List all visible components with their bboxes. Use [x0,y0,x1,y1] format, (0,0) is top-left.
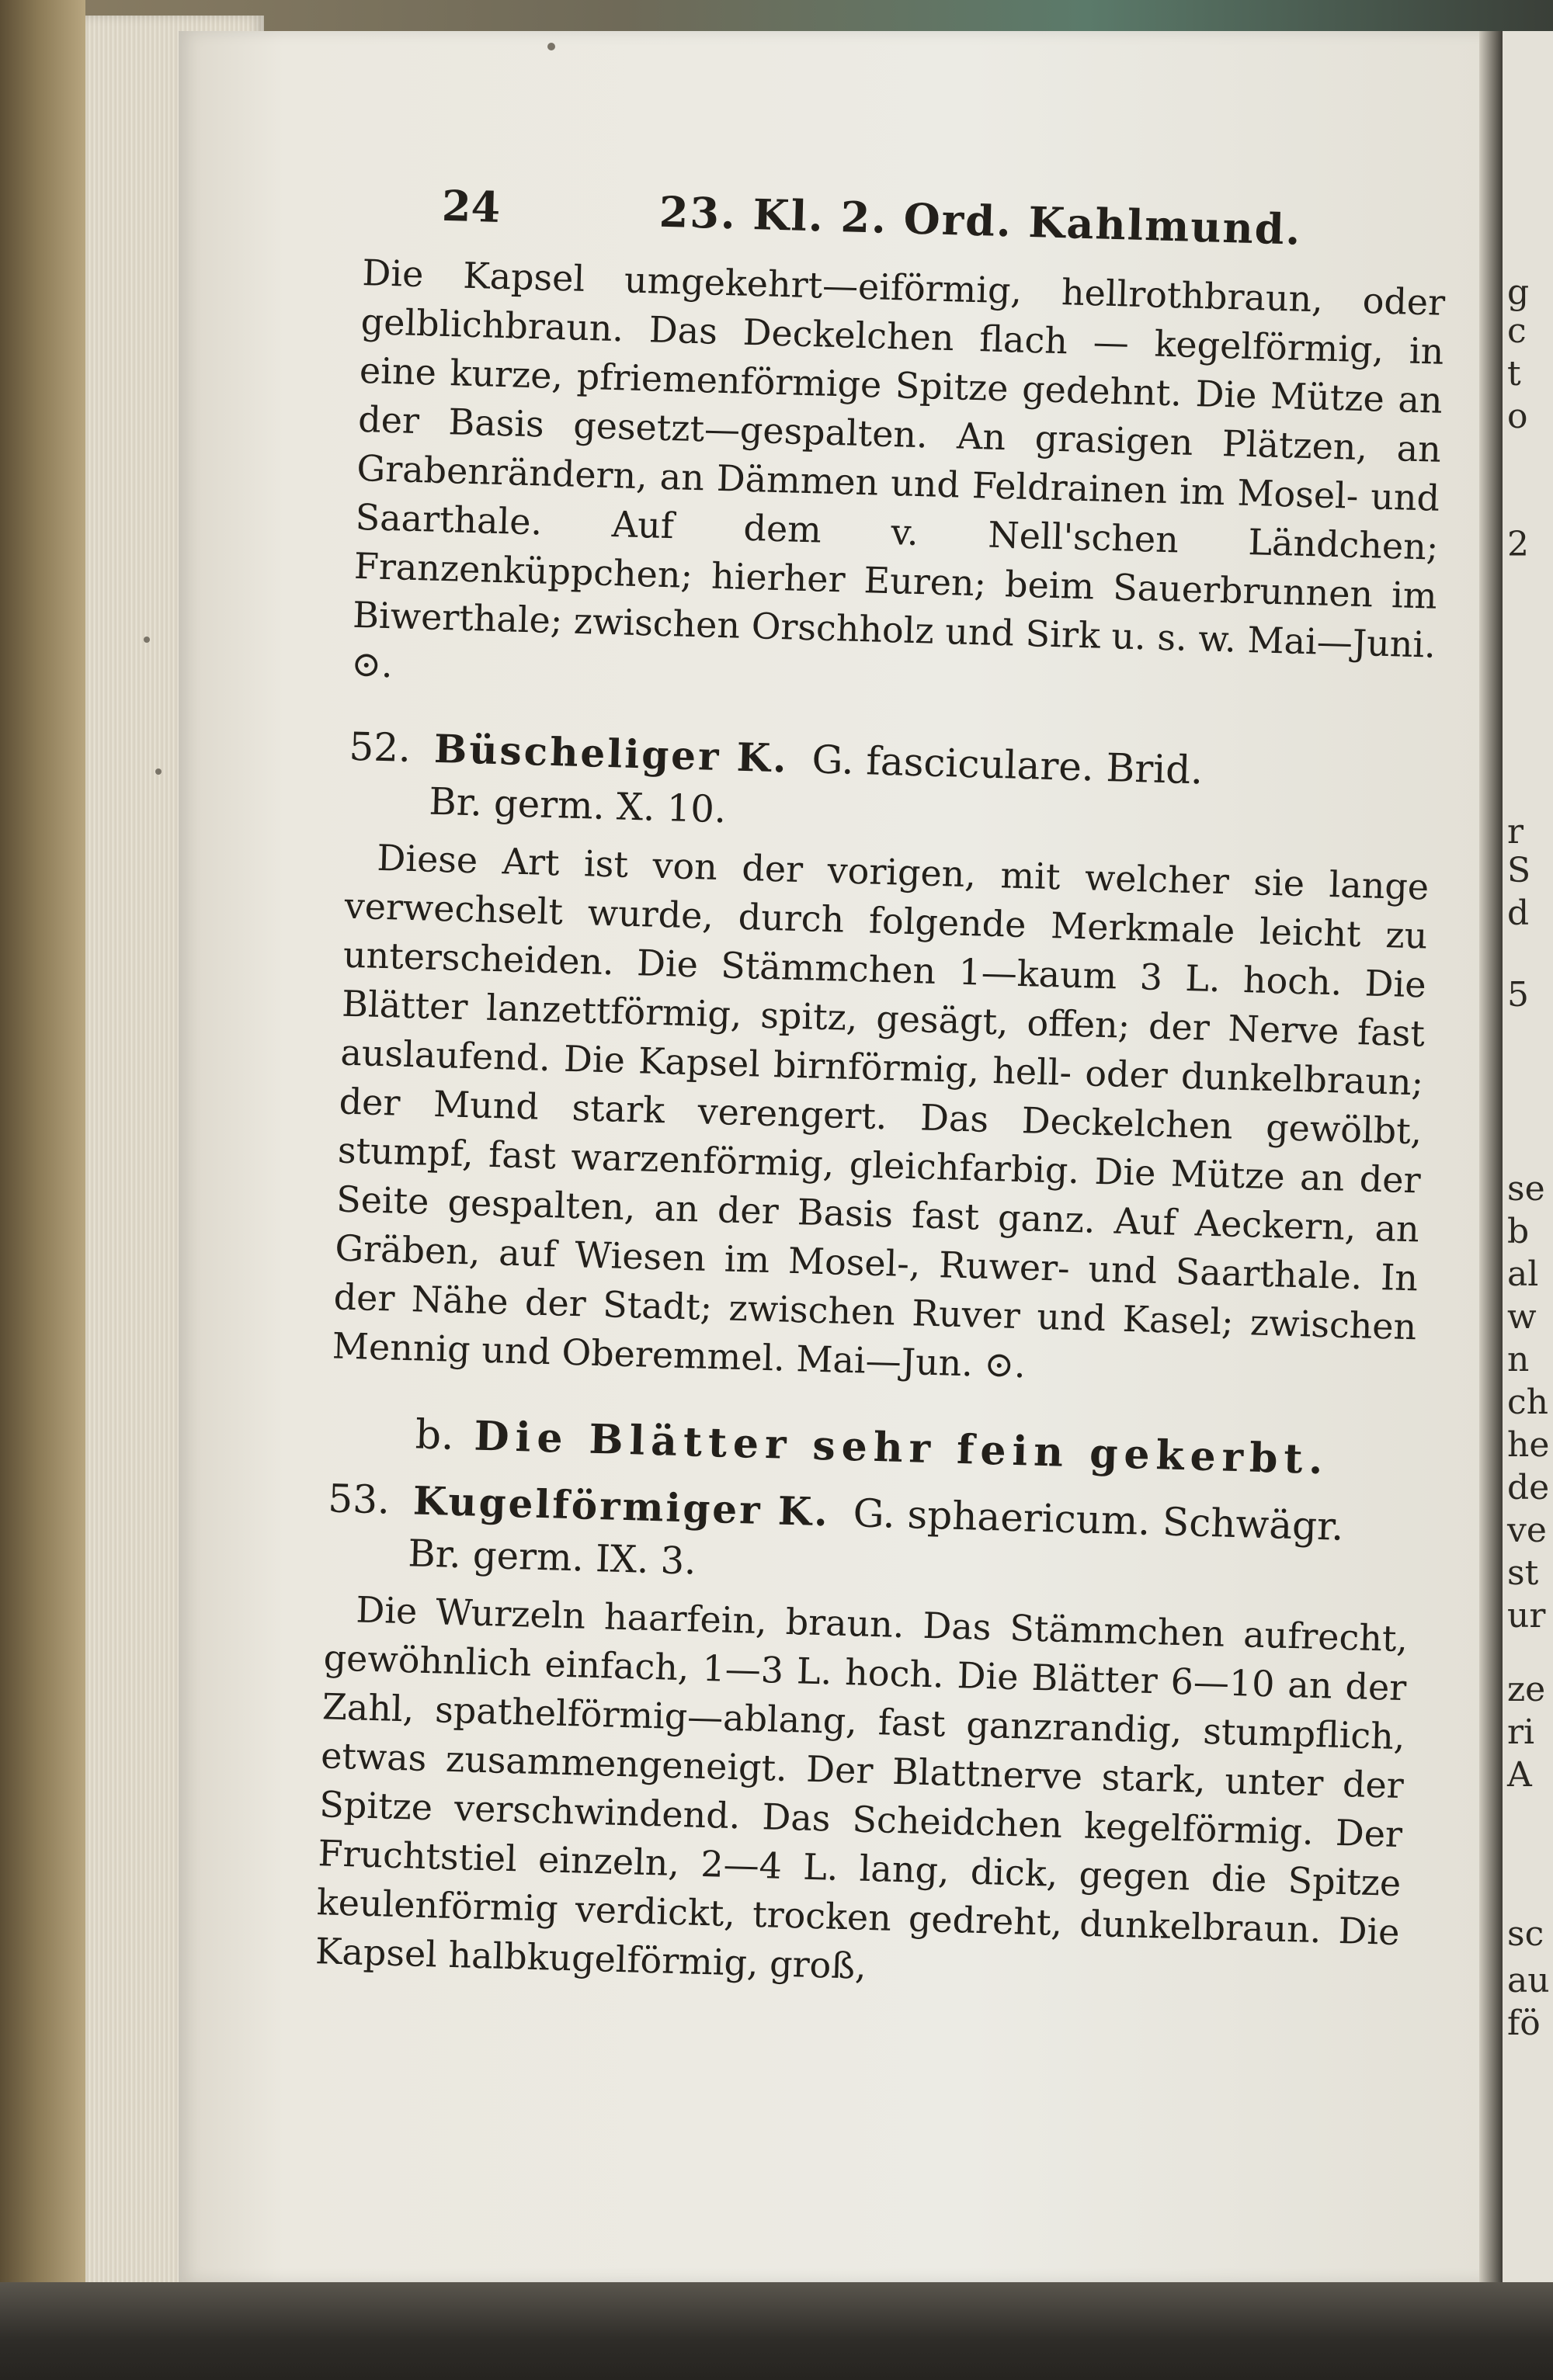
facing-page-fragment: de [1507,1468,1550,1507]
facing-page-fragment: ri [1507,1712,1535,1752]
facing-page-fragment: sc [1507,1914,1544,1954]
paper-speck [144,637,150,643]
book-cover-edge [0,0,85,2380]
facing-page-fragment: ur [1507,1596,1546,1636]
facing-page-fragment: au [1507,1961,1550,2000]
section-heading-text: Die Blätter sehr fein gekerbt. [473,1412,1330,1484]
species-description: Die Wurzeln haarfein, braun. Das Stämmchen aufrecht, gewöhnlich einfach, 1—3 L. hoch. Die Blätter 6—10 an der Zahl, spathelförmig—ablang, fast ganzrandig, stumpflich, etwas zusammengeneigt. Der Blattnerve stark, unter der Spitze verschwindend. Das Scheidchen kegelförmig. Der Fruchtstiel einzeln, 2—4 L. lang, dick, gegen die Spitze keulenförmig verdickt, trocken gedreht, dunkelbraun. Die Kapsel halbkugelförmig, groß, [314,1588,1409,1987]
paragraph: Die Kapsel umgekehrt—eiförmig, hellrothbraun, oder gelblichbraun. Das Deckelchen flach — kegelförmig, in eine kurze, pfriemenförmige Spitze gedehnt. Die Mütze an der Basis gesetzt—gespalten. An grasigen Plätzen, an Grabenrändern, an Dämmen und Feldrainen im Mosel- und Saarthale. Auf dem v. Nell'schen Ländchen; Franzenküppchen; hierher Euren; beim Sauerbrunnen im Biwerthale; zwischen Orschholz und Sirk u. s. w. Mai—Juni. ⊙. [350,251,1446,686]
facing-page-fragment: fö [1507,2004,1541,2043]
facing-page-fragment: S [1507,851,1531,890]
facing-page-fragment: w [1507,1297,1537,1337]
facing-page-fragment: g [1507,272,1530,312]
species-latin-name: G. fasciculare. Brid. [811,737,1204,793]
facing-page-fragment: A [1507,1755,1532,1795]
species-number: 53. [327,1476,391,1523]
species-reference: Br. germ. X. 10. [428,779,727,832]
facing-page-edge [1503,31,1553,2282]
facing-page-fragment: o [1507,397,1528,436]
paper-speck [547,43,555,50]
facing-page-fragment: he [1507,1425,1550,1465]
species-common-name: Kugelförmiger K. [412,1477,831,1535]
page-number: 24 [441,180,502,232]
facing-page-fragment: al [1507,1254,1539,1294]
facing-page-fragment: se [1507,1169,1545,1209]
facing-page-fragment: 2 [1507,525,1529,564]
facing-page-fragment: ch [1507,1383,1548,1422]
book-gutter [1479,31,1503,2282]
facing-page-fragment: n [1507,1340,1530,1379]
table-surface [0,2282,1553,2380]
paper-speck [155,768,162,775]
species-latin-name: G. sphaericum. Schwägr. [852,1490,1345,1549]
species-description: Diese Art ist von der vorigen, mit welcher sie lange verwechselt wurde, durch folgende Merkmale leicht zu unterscheiden. Die Stämmchen 1—kaum 3 L. hoch. Die Blätter lanzettförmig, spitz, gesägt, offen; der Nerve fast auslaufend. Die Kapsel birnförmig, hell- oder dunkelbraun; der Mund stark verengert. Das Deckelchen gewölbt, stumpf, fast warzenförmig, gleichfarbig. Die Mütze an der Seite gespalten, an der Basis fast ganz. Auf Aeckern, an Gräben, auf Wiesen im Mosel-, Ruwer- und Saarthale. In der Nähe der Stadt; zwischen Ruver und Kasel; zwischen Mennig und Oberemmel. Mai—Jun. ⊙. [332,836,1430,1386]
facing-page-fragment: ze [1507,1670,1546,1709]
species-number: 52. [348,723,412,771]
facing-page-fragment: d [1507,893,1530,933]
running-head: 23. Kl. 2. Ord. Kahlmund. [658,186,1303,255]
facing-page-fragment: b [1507,1212,1530,1251]
facing-page-fragment: c [1507,311,1527,351]
facing-page-fragment: 5 [1507,975,1529,1015]
page-text [314,179,1447,2006]
section-label: b. [414,1411,455,1459]
facing-page-fragment: st [1507,1553,1539,1593]
species-reference: Br. germ. IX. 3. [407,1532,697,1584]
facing-page-fragment: r [1507,812,1524,852]
facing-page-fragment: t [1507,354,1521,394]
facing-page-fragment: ve [1507,1511,1547,1550]
species-common-name: Büscheliger K. [433,725,790,782]
